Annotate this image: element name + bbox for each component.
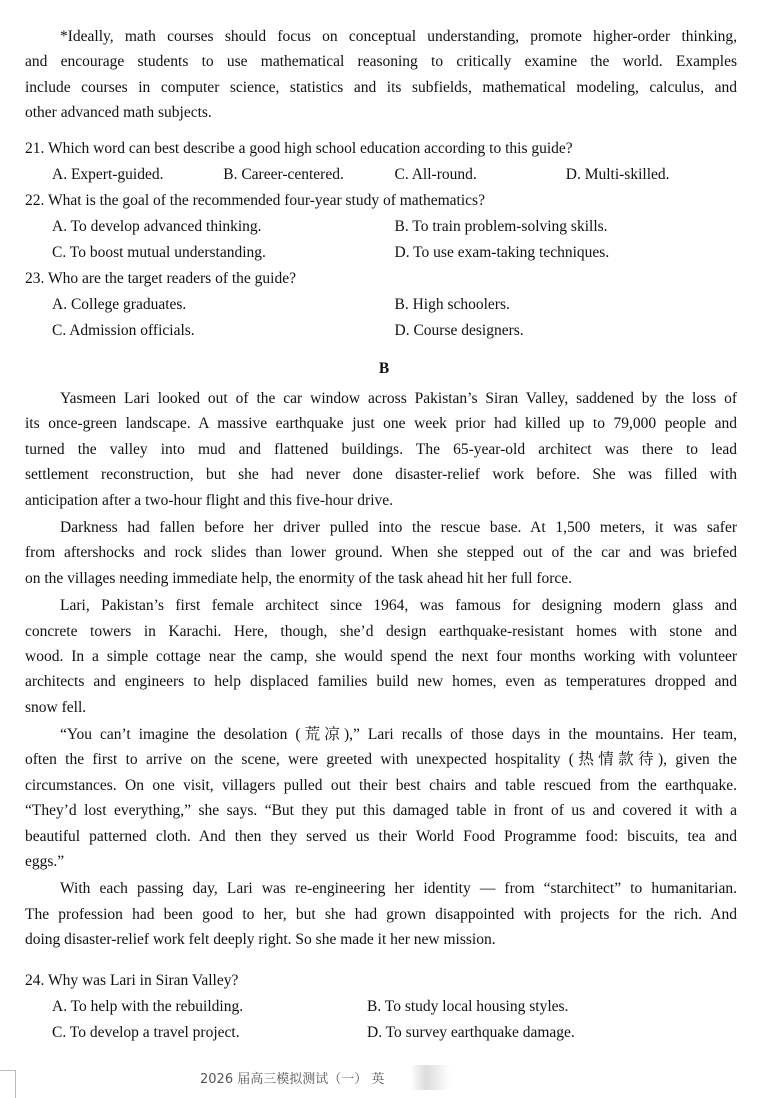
page-footer: 2026 届高三模拟测试（一） 英 xyxy=(200,1072,385,1087)
passage-paragraph xyxy=(25,515,737,591)
option: A. Expert-guided. xyxy=(52,166,164,183)
options-22 xyxy=(25,214,737,240)
text-line: and encourage students to use mathematical reasoning to critically examine the world. Examples xyxy=(25,53,737,71)
text-line: include courses in computer science, statistics and its subfields, mathematical modeling, calculus, and xyxy=(25,78,737,96)
option: D. To use exam-taking techniques. xyxy=(394,244,610,261)
text-line: turned the valley into mud and flattened buildings. The 65-year-old architect was there to lead xyxy=(25,440,737,458)
option: C. All-round. xyxy=(394,166,477,183)
text-line: “You can’t imagine the desolation (荒凉),” Lari recalls of those days in the mountains. Her team, xyxy=(60,726,737,744)
question-24-block xyxy=(25,968,737,1046)
option: C. To boost mutual understanding. xyxy=(52,244,266,261)
text-line: Darkness had fallen before her driver pulled into the rescue base. At 1,500 meters, it was safer xyxy=(60,518,737,536)
text-line: often the first to arrive on the scene, were greeted with unexpected hospitality (热情款待), given the xyxy=(25,751,737,769)
intro-paragraph xyxy=(25,24,737,126)
text-line: from aftershocks and rock slides than lower ground. When she stepped out of the car and was briefed xyxy=(25,544,737,562)
option: C. Admission officials. xyxy=(52,322,195,339)
footer-blur-overlay xyxy=(410,1065,450,1090)
option: B. High schoolers. xyxy=(394,296,510,313)
text-line: *Ideally, math courses should focus on conceptual understanding, promote higher-order thinking, xyxy=(60,28,737,45)
option: B. To train problem-solving skills. xyxy=(394,218,608,235)
text-line: its once-green landscape. A massive earthquake just one week prior had killed up to 79,000 people and xyxy=(25,415,737,433)
text-line: other advanced math subjects. xyxy=(25,104,212,122)
option: D. Course designers. xyxy=(394,322,524,339)
text-line: The profession had been good to her, but she had grown disappointed with projects for the rich. And xyxy=(25,905,737,923)
passage-b xyxy=(25,386,737,955)
question-21: 21. Which word can best describe a good high school education according to this guide? xyxy=(25,140,573,157)
passage-paragraph xyxy=(25,876,737,952)
text-line: wood. In a simple cottage near the camp, she would spend the next four months working with volunteer xyxy=(25,647,737,665)
question-24: 24. Why was Lari in Siran Valley? xyxy=(25,972,239,989)
options-24 xyxy=(25,994,737,1020)
options-23 xyxy=(25,292,737,318)
options-23b xyxy=(25,318,737,344)
text-line: Lari, Pakistan’s first female architect since 1964, was famous for designing modern glass and xyxy=(60,597,737,615)
option: B. To study local housing styles. xyxy=(367,998,569,1015)
text-line: snow fell. xyxy=(25,698,87,716)
questions-21-23 xyxy=(25,136,737,344)
option: D. Multi-skilled. xyxy=(565,166,670,183)
option: B. Career-centered. xyxy=(223,166,344,183)
passage-paragraph xyxy=(25,593,737,720)
option: A. College graduates. xyxy=(52,296,187,313)
option: C. To develop a travel project. xyxy=(52,1024,240,1041)
text-line: anticipation after a two-hour flight and this five-hour drive. xyxy=(25,491,394,509)
text-line: concrete towers in Karachi. Here, though, she’d design earthquake-resistant homes with stone and xyxy=(25,622,737,640)
option: A. To develop advanced thinking. xyxy=(52,218,262,235)
text-line: circumstances. On one visit, villagers pulled out their best chairs and table rescued from the earthquake. xyxy=(25,776,737,794)
text-line: eggs.” xyxy=(25,853,65,871)
text-line: Yasmeen Lari looked out of the car window across Pakistan’s Siran Valley, saddened by the loss of xyxy=(60,390,737,407)
text-line: beautiful patterned cloth. And then they served us their World Food Programme food: biscuits, tea and xyxy=(25,827,737,845)
options-22b xyxy=(25,240,737,266)
text-line: architects and engineers to help displaced families build new homes, even as temperatures dropped and xyxy=(25,673,737,691)
text-line: doing disaster-relief work felt deeply right. So she made it her new mission. xyxy=(25,931,496,949)
question-23: 23. Who are the target readers of the guide? xyxy=(25,270,296,287)
passage-paragraph xyxy=(25,722,737,874)
option: A. To help with the rebuilding. xyxy=(52,998,244,1015)
options-21 xyxy=(25,162,737,188)
text-line: settlement reconstruction, but she had never done disaster-relief work before. She was filled with xyxy=(25,466,737,484)
option: D. To survey earthquake damage. xyxy=(367,1024,575,1041)
page-corner-mark xyxy=(0,1070,16,1098)
section-title: B xyxy=(378,360,390,377)
text-line: With each passing day, Lari was re-engineering her identity — from “starchitect” to humanitarian. xyxy=(60,880,737,898)
passage-paragraph xyxy=(25,386,737,513)
text-line: “They’d lost everything,” she says. “But they put this damaged table in front of us and covered it with a xyxy=(25,802,737,820)
text-line: on the villages needing immediate help, the enormity of the task ahead hit her full force. xyxy=(25,569,573,587)
question-22: 22. What is the goal of the recommended four-year study of mathematics? xyxy=(25,192,485,209)
options-24b xyxy=(25,1020,737,1046)
